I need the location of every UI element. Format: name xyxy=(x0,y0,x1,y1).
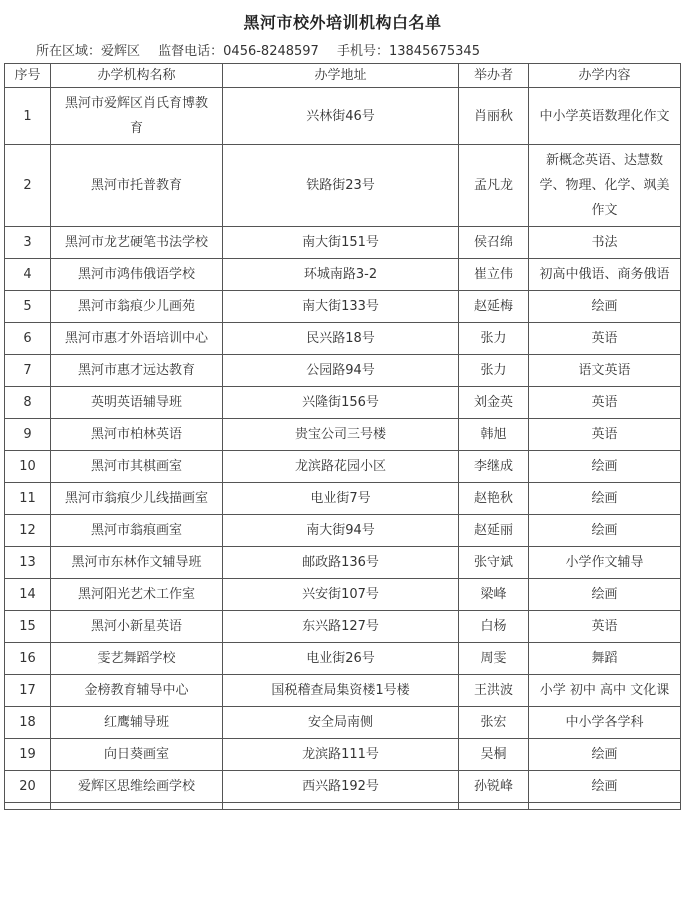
organizer-name: 白杨 xyxy=(459,611,529,643)
row-index: 20 xyxy=(5,771,51,803)
teaching-content: 绘画 xyxy=(529,739,681,771)
table-row xyxy=(5,547,681,579)
teaching-content: 绘画 xyxy=(529,579,681,611)
whitelist-table xyxy=(4,63,681,810)
institution-address: 电业街26号 xyxy=(223,643,459,675)
table-row xyxy=(5,771,681,803)
teaching-content: 语文英语 xyxy=(529,355,681,387)
teaching-content: 书法 xyxy=(529,227,681,259)
institution-name: 黑河市柏林英语 xyxy=(51,419,223,451)
institution-name: 黑河市托普教育 xyxy=(51,145,223,227)
institution-name: 英明英语辅导班 xyxy=(51,387,223,419)
institution-name: 黑河市翁痕少儿画苑 xyxy=(51,291,223,323)
teaching-content: 英语 xyxy=(529,419,681,451)
institution-name: 红鹰辅导班 xyxy=(51,707,223,739)
organizer-name: 吴桐 xyxy=(459,739,529,771)
institution-address: 南大街94号 xyxy=(223,515,459,547)
row-index: 9 xyxy=(5,419,51,451)
organizer-name: 刘金英 xyxy=(459,387,529,419)
table-body xyxy=(5,88,681,810)
hotline-label: 监督电话：0456-8248597 xyxy=(158,44,319,59)
table-row xyxy=(5,739,681,771)
teaching-content: 小学 初中 高中 文化课 xyxy=(529,675,681,707)
table-row xyxy=(5,675,681,707)
organizer-name xyxy=(459,803,529,810)
organizer-name: 孟凡龙 xyxy=(459,145,529,227)
row-index: 18 xyxy=(5,707,51,739)
teaching-content: 中小学各学科 xyxy=(529,707,681,739)
institution-address: 兴林街46号 xyxy=(223,88,459,145)
row-index: 7 xyxy=(5,355,51,387)
organizer-name: 张力 xyxy=(459,355,529,387)
institution-address: 东兴路127号 xyxy=(223,611,459,643)
table-row xyxy=(5,387,681,419)
header-institution-name: 办学机构名称 xyxy=(51,64,223,88)
teaching-content: 绘画 xyxy=(529,515,681,547)
meta-line xyxy=(36,40,494,59)
row-index: 8 xyxy=(5,387,51,419)
institution-name: 黑河市其棋画室 xyxy=(51,451,223,483)
header-organizer: 举办者 xyxy=(459,64,529,88)
table-row xyxy=(5,145,681,227)
institution-name: 黑河市爱辉区肖氏育博教育 xyxy=(51,88,223,145)
institution-address: 龙滨路111号 xyxy=(223,739,459,771)
teaching-content: 绘画 xyxy=(529,291,681,323)
institution-address: 公园路94号 xyxy=(223,355,459,387)
teaching-content: 英语 xyxy=(529,611,681,643)
row-index: 1 xyxy=(5,88,51,145)
row-index: 13 xyxy=(5,547,51,579)
table-row xyxy=(5,643,681,675)
teaching-content: 绘画 xyxy=(529,771,681,803)
institution-name: 黑河市惠才外语培训中心 xyxy=(51,323,223,355)
organizer-name: 周雯 xyxy=(459,643,529,675)
row-index: 11 xyxy=(5,483,51,515)
table-row xyxy=(5,259,681,291)
row-index xyxy=(5,803,51,810)
institution-name: 向日葵画室 xyxy=(51,739,223,771)
teaching-content xyxy=(529,803,681,810)
institution-name: 黑河市惠才远达教育 xyxy=(51,355,223,387)
row-index: 5 xyxy=(5,291,51,323)
organizer-name: 肖丽秋 xyxy=(459,88,529,145)
institution-name: 黑河阳光艺术工作室 xyxy=(51,579,223,611)
organizer-name: 张力 xyxy=(459,323,529,355)
organizer-name: 李继成 xyxy=(459,451,529,483)
row-index: 15 xyxy=(5,611,51,643)
teaching-content: 英语 xyxy=(529,387,681,419)
institution-address: 环城南路3-2 xyxy=(223,259,459,291)
institution-name: 金榜教育辅导中心 xyxy=(51,675,223,707)
row-index: 14 xyxy=(5,579,51,611)
organizer-name: 赵延梅 xyxy=(459,291,529,323)
organizer-name: 赵艳秋 xyxy=(459,483,529,515)
institution-name xyxy=(51,803,223,810)
institution-name: 黑河小新星英语 xyxy=(51,611,223,643)
organizer-name: 崔立伟 xyxy=(459,259,529,291)
table-row xyxy=(5,323,681,355)
organizer-name: 王洪波 xyxy=(459,675,529,707)
institution-name: 黑河市鸿伟俄语学校 xyxy=(51,259,223,291)
mobile-label: 手机号：13845675345 xyxy=(336,44,480,59)
row-index: 6 xyxy=(5,323,51,355)
header-address: 办学地址 xyxy=(223,64,459,88)
table-row xyxy=(5,611,681,643)
organizer-name: 孙锐峰 xyxy=(459,771,529,803)
row-index: 12 xyxy=(5,515,51,547)
row-index: 3 xyxy=(5,227,51,259)
row-index: 19 xyxy=(5,739,51,771)
institution-address: 兴隆街156号 xyxy=(223,387,459,419)
institution-address: 铁路街23号 xyxy=(223,145,459,227)
teaching-content: 新概念英语、达慧数学、物理、化学、飒美作文 xyxy=(529,145,681,227)
institution-name: 黑河市龙艺硬笔书法学校 xyxy=(51,227,223,259)
institution-name: 黑河市东林作文辅导班 xyxy=(51,547,223,579)
institution-address xyxy=(223,803,459,810)
organizer-name: 韩旭 xyxy=(459,419,529,451)
organizer-name: 梁峰 xyxy=(459,579,529,611)
row-index: 16 xyxy=(5,643,51,675)
district-label: 所在区域：爱辉区 xyxy=(36,44,141,59)
table-row xyxy=(5,291,681,323)
teaching-content: 舞蹈 xyxy=(529,643,681,675)
teaching-content: 绘画 xyxy=(529,483,681,515)
institution-name: 雯艺舞蹈学校 xyxy=(51,643,223,675)
institution-address: 国税稽查局集资楼1号楼 xyxy=(223,675,459,707)
organizer-name: 张守斌 xyxy=(459,547,529,579)
institution-name: 黑河市翁痕少儿线描画室 xyxy=(51,483,223,515)
table-row xyxy=(5,707,681,739)
institution-address: 西兴路192号 xyxy=(223,771,459,803)
institution-address: 南大街151号 xyxy=(223,227,459,259)
table-row xyxy=(5,803,681,810)
teaching-content: 初高中俄语、商务俄语 xyxy=(529,259,681,291)
institution-name: 黑河市翁痕画室 xyxy=(51,515,223,547)
table-row xyxy=(5,355,681,387)
teaching-content: 英语 xyxy=(529,323,681,355)
row-index: 10 xyxy=(5,451,51,483)
table-row xyxy=(5,88,681,145)
table-header-row xyxy=(5,64,681,88)
organizer-name: 张宏 xyxy=(459,707,529,739)
institution-address: 南大街133号 xyxy=(223,291,459,323)
header-index: 序号 xyxy=(5,64,51,88)
institution-address: 贵宝公司三号楼 xyxy=(223,419,459,451)
table-row xyxy=(5,483,681,515)
row-index: 2 xyxy=(5,145,51,227)
institution-address: 安全局南侧 xyxy=(223,707,459,739)
table-row xyxy=(5,419,681,451)
institution-address: 邮政路136号 xyxy=(223,547,459,579)
header-content: 办学内容 xyxy=(529,64,681,88)
table-row xyxy=(5,579,681,611)
row-index: 17 xyxy=(5,675,51,707)
institution-address: 电业街7号 xyxy=(223,483,459,515)
teaching-content: 绘画 xyxy=(529,451,681,483)
teaching-content: 中小学英语数理化作文 xyxy=(529,88,681,145)
table-row xyxy=(5,451,681,483)
teaching-content: 小学作文辅导 xyxy=(529,547,681,579)
table-row xyxy=(5,227,681,259)
organizer-name: 侯召绵 xyxy=(459,227,529,259)
institution-address: 民兴路18号 xyxy=(223,323,459,355)
institution-address: 龙滨路花园小区 xyxy=(223,451,459,483)
organizer-name: 赵延丽 xyxy=(459,515,529,547)
page-title: 黑河市校外培训机构白名单 xyxy=(243,13,442,32)
table-row xyxy=(5,515,681,547)
institution-name: 爱辉区思维绘画学校 xyxy=(51,771,223,803)
row-index: 4 xyxy=(5,259,51,291)
institution-address: 兴安街107号 xyxy=(223,579,459,611)
